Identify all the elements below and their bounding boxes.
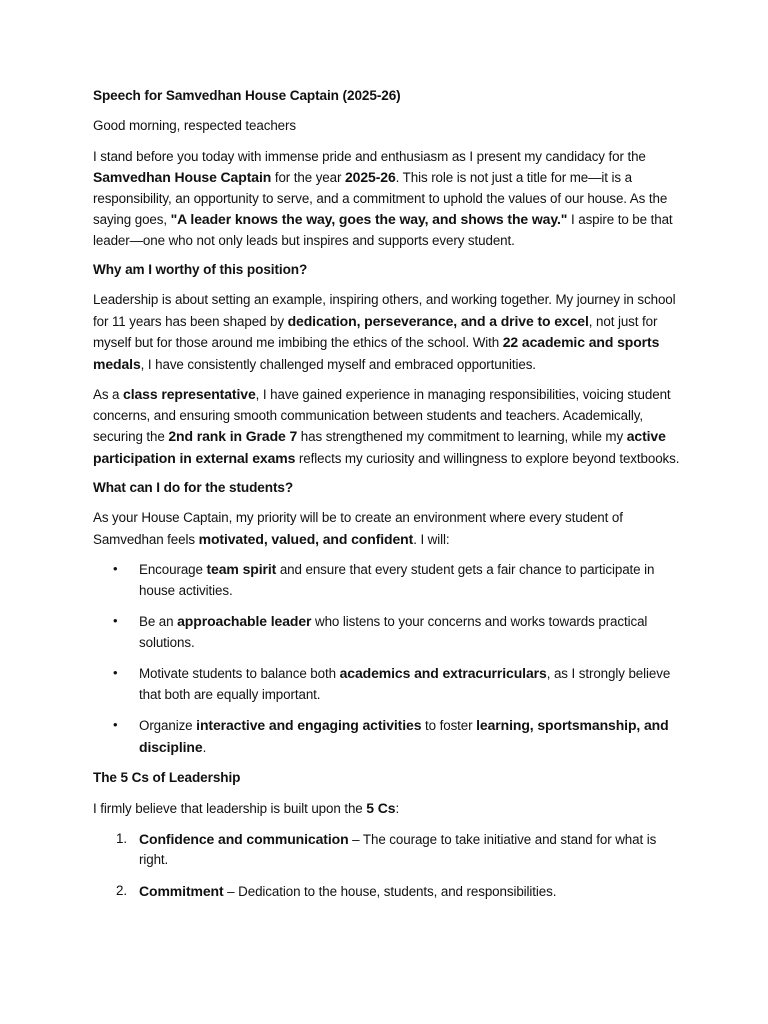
5cs-list	[93, 829, 683, 903]
list-number: 1.	[116, 830, 127, 846]
5cs-paragraph: I firmly believe that leadership is built upon the 5 Cs:	[93, 800, 400, 816]
worthy-paragraph-2: As a class representative, I have gained experience in managing responsibilities, voicing student concerns, and ensuring smooth communication between students and teachers. Academically, securing the 2nd rank in Grade 7 has strengthened my commitment to learning, while my active participation in external exams reflects my curiosity and willingness to explore beyond textbooks.	[93, 386, 680, 466]
list-number: 2.	[116, 882, 127, 898]
students-paragraph: As your House Captain, my priority will be to create an environment where every student of Samvedhan feels motivated, valued, and confident. I will:	[93, 510, 623, 547]
greeting: Good morning, respected teachers	[93, 118, 296, 133]
promise-list	[93, 559, 683, 758]
list-item: • Encourage team spirit and ensure that every student gets a fair chance to participate in house activities.	[93, 559, 683, 601]
section-heading-5cs: The 5 Cs of Leadership	[93, 770, 241, 785]
section-heading-worthy: Why am I worthy of this position?	[93, 262, 308, 277]
section-heading-students: What can I do for the students?	[93, 480, 294, 495]
list-item: 2. Commitment – Dedication to the house, students, and responsibilities.	[93, 881, 683, 903]
speech-title: Speech for Samvedhan House Captain (2025-26)	[93, 88, 401, 103]
speech-content	[93, 86, 683, 912]
list-item: 1. Confidence and communication – The courage to take initiative and stand for what is right.	[116, 830, 657, 867]
list-item: • Motivate students to balance both academics and extracurriculars, as I strongly believe that both are equally important.	[93, 663, 683, 705]
worthy-paragraph-1: Leadership is about setting an example, inspiring others, and working together. My journey in school for 11 years has been shaped by dedication, perseverance, and a drive to excel, not just for myself but for those around me imbibing the ethics of the school. With 22 academic and sports medals, I have consistently challenged myself and embraced opportunities.	[93, 292, 676, 372]
intro-paragraph: I stand before you today with immense pride and enthusiasm as I present my candidacy for the Samvedhan House Captain for the year 2025-26. This role is not just a title for me—it is a responsibility, an opportunity to serve, and a commitment to uphold the values of our house. As the saying goes, "A leader knows the way, goes the way, and shows the way." I aspire to be that leader—one who not only leads but inspires and supports every student.	[93, 148, 673, 248]
list-item: • Be an approachable leader who listens to your concerns and works towards practical solutions.	[93, 611, 683, 653]
list-item: • Organize interactive and engaging activities to foster learning, sportsmanship, and discipline.	[93, 715, 683, 758]
